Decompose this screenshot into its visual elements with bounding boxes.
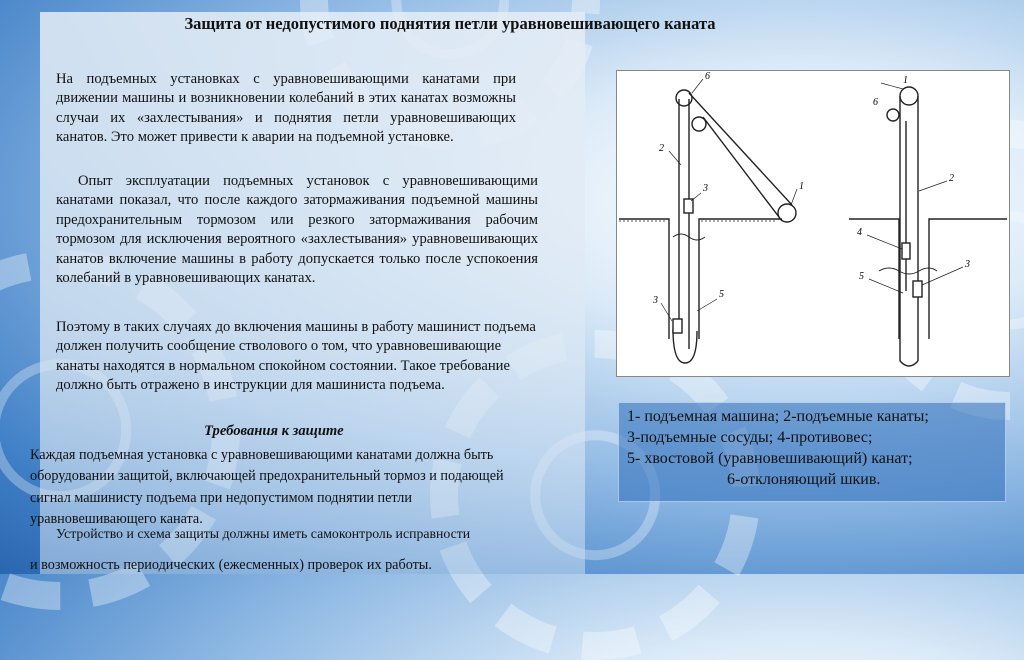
label-3: 3 (653, 295, 658, 306)
label-4: 4 (857, 227, 862, 238)
legend-line: 5- хвостовой (уравновешивающий) канат; (627, 450, 913, 467)
paragraph-self-control: Устройство и схема защиты должны иметь самоконтроль исправности (56, 526, 471, 541)
hoist-diagram-svg (617, 71, 1009, 376)
label-5: 5 (859, 271, 864, 282)
diagram-legend (618, 402, 1006, 502)
label-3: 3 (703, 183, 708, 194)
legend-line: 6-отклоняющий шкив. (727, 471, 881, 488)
label-5: 5 (719, 289, 724, 300)
paragraph-intro: На подъемных установках с уравновешивающими канатами при движении машины и возникновении колебаний в этих канатах возможны случаи их «захлестывания» и поднятия петли уравновешивающих канатов. Это может привести к аварии на подъемной установке. (56, 71, 516, 146)
requirements-heading: Требования к защите (204, 423, 344, 439)
legend-line: 3-подъемные сосуды; 4-противовес; (627, 429, 873, 446)
label-2: 2 (949, 173, 954, 184)
paragraph-experience: Опыт эксплуатации подъемных установок с уравновешивающими канатами показал, что после каждого затормаживания подъемной машины предохранительным тормозом или резкого затормаживания рабочим тормозом для исключения вероятного «захлестывания» уравновешивающих канатов включение машины в работу допускается только после успокоения колебаний в уравновешивающих канатах. (56, 173, 538, 287)
label-2: 2 (659, 143, 664, 154)
label-6: 6 (873, 97, 878, 108)
slide-title: Защита от недопустимого поднятия петли уравновешивающего каната (184, 14, 716, 33)
paragraph-periodic-checks: и возможность периодических (ежесменных) проверок их работы. (30, 557, 432, 573)
label-6: 6 (705, 71, 710, 82)
label-1: 1 (799, 181, 804, 192)
label-1: 1 (903, 75, 908, 86)
paragraph-requirements: Каждая подъемная установка с уравновешивающими канатами должна быть оборудовании защитой, включающей предохранительный тормоз и подающей сигнал машинисту подъема при недопустимом поднятии петли уравновешивающего каната. (30, 447, 504, 527)
paragraph-operator: Поэтому в таких случаях до включения машины в работу машинист подъема должен получить сообщение стволового о том, что уравновешивающие канаты находятся в нормальном спокойном состоянии. Такое требование должно быть отражено в инструкции для машиниста подъема. (56, 319, 536, 394)
label-3: 3 (965, 259, 970, 270)
hoist-diagram (616, 70, 1010, 377)
legend-line: 1- подъемная машина; 2-подъемные канаты; (627, 408, 929, 425)
